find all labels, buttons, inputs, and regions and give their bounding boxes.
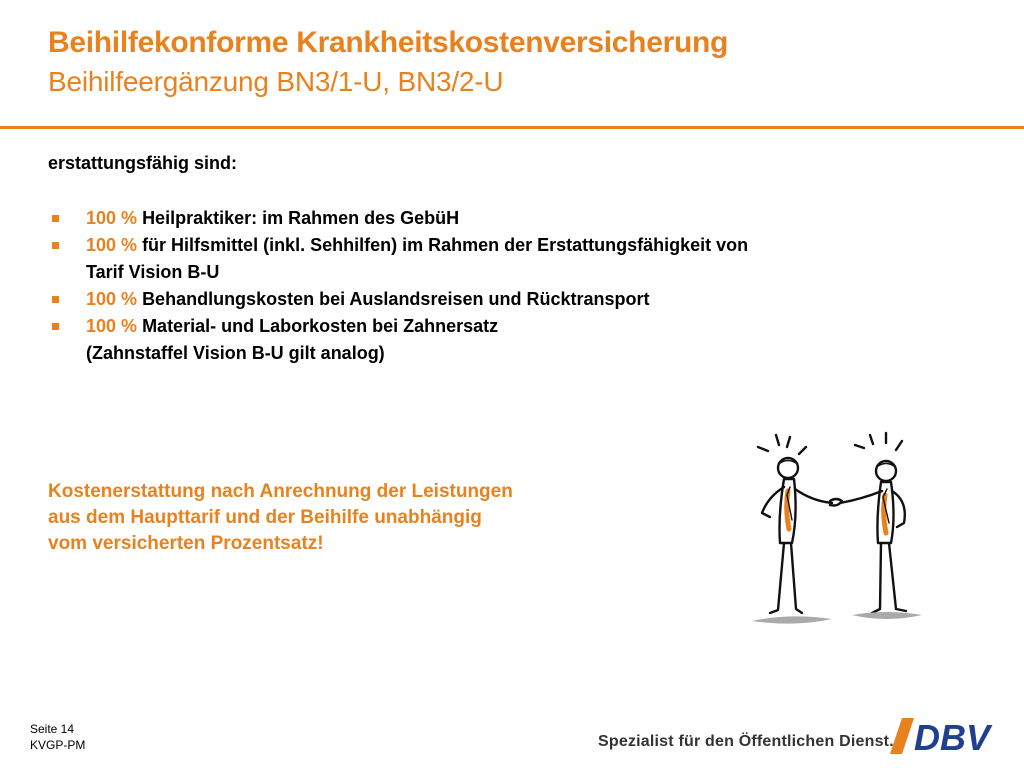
list-item [48, 313, 968, 367]
bullet-text: für Hilfsmittel (inkl. Sehhilfen) im Rahmen der Erstattungsfähigkeit von [142, 235, 749, 255]
footer-page-info [30, 721, 85, 753]
percentage-label: 100 % [86, 316, 138, 336]
bullet-text-continued: (Zahnstaffel Vision B-U gilt analog) [86, 343, 385, 363]
bullet-square-icon [52, 215, 59, 222]
list-item [48, 205, 968, 232]
bullet-square-icon [52, 323, 59, 330]
benefit-list [48, 205, 968, 367]
bullet-text-continued: Tarif Vision B-U [86, 262, 220, 282]
handshake-illustration [740, 425, 940, 635]
list-item [48, 232, 968, 286]
highlight-line: vom versicherten Prozentsatz! [48, 533, 324, 554]
bullet-text: Behandlungskosten bei Auslandsreisen und Rücktransport [142, 289, 650, 309]
highlight-note [48, 479, 648, 557]
percentage-label: 100 % [86, 289, 138, 309]
bullet-square-icon [52, 242, 59, 249]
list-item [48, 286, 968, 313]
bullet-text: Heilpraktiker: im Rahmen des GebüH [142, 208, 460, 228]
dbv-logo [888, 716, 1006, 756]
intro-text: erstattungsfähig sind: [48, 153, 238, 173]
company-slogan: Spezialist für den Öffentlichen Dienst. [598, 733, 894, 750]
document-code: KVGP-PM [30, 738, 86, 752]
header-divider [0, 126, 1024, 129]
slide-subtitle: Beihilfeergänzung BN3/1-U, BN3/2-U [48, 66, 504, 97]
bullet-text: Material- und Laborkosten bei Zahnersatz [142, 316, 499, 336]
percentage-label: 100 % [86, 235, 138, 255]
slide-title: Beihilfekonforme Krankheitskostenversicherung [48, 26, 729, 59]
highlight-line: Kostenerstattung nach Anrechnung der Leistungen [48, 481, 513, 502]
logo-text: DBV [914, 717, 991, 756]
bullet-square-icon [52, 296, 59, 303]
highlight-line: aus dem Haupttarif und der Beihilfe unabhängig [48, 507, 482, 528]
percentage-label: 100 % [86, 208, 138, 228]
page-number: Seite 14 [30, 722, 75, 736]
